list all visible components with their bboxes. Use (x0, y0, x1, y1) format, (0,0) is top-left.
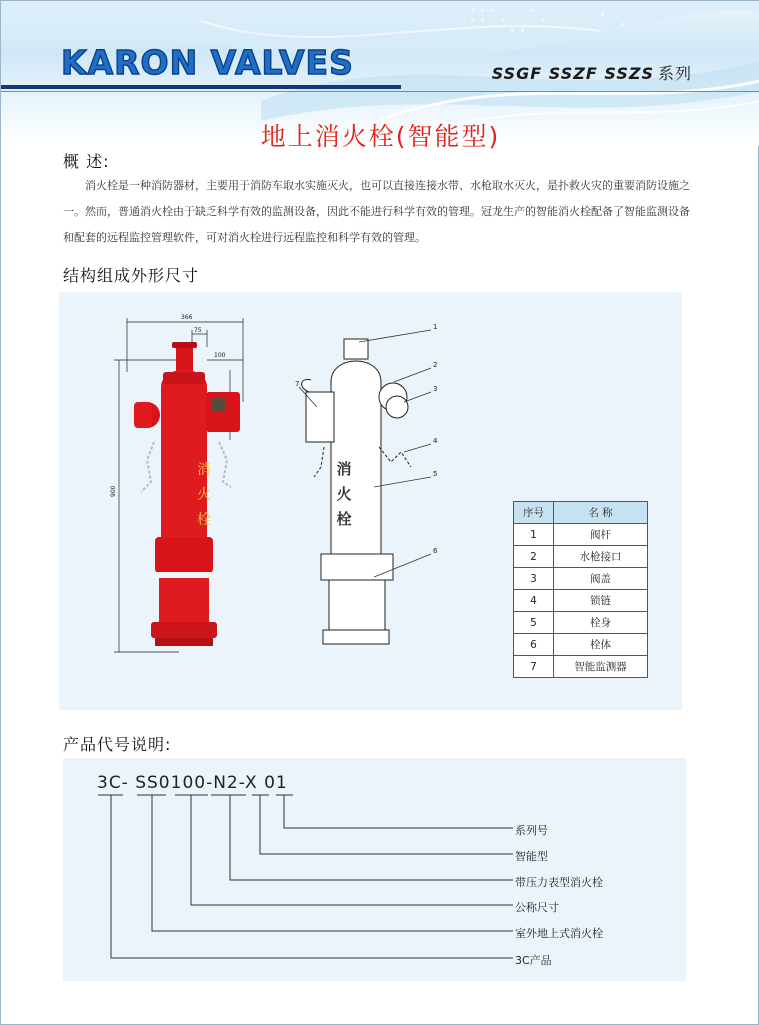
header-rule (1, 85, 401, 89)
part-name: 水枪接口 (554, 546, 648, 568)
part-name: 栓身 (554, 612, 648, 634)
series-suffix: 系列 (657, 64, 692, 83)
red-hydrant-illustration (134, 342, 240, 646)
dim-900: 900 (110, 485, 117, 497)
code-label-smart: 智能型 (515, 850, 548, 863)
code-label-series: 系列号 (515, 824, 548, 837)
code-label-3c: 3C产品 (515, 954, 552, 967)
part-name: 阀杆 (554, 524, 648, 546)
part-number: 1 (514, 524, 554, 546)
structure-heading: 结构组成外形尺寸 (63, 266, 200, 285)
code-label-pressure-gauge: 带压力表型消火栓 (515, 876, 603, 889)
part-name: 阀盖 (554, 568, 648, 590)
parts-table-header (514, 502, 648, 524)
part-number: 7 (514, 656, 554, 678)
table-row (514, 590, 648, 612)
line-hydrant-label-2: 火 (336, 485, 352, 503)
line-hydrant-label-1: 消 (336, 460, 352, 478)
table-row (514, 634, 648, 656)
callout-4: 4 (433, 437, 438, 445)
brand-logo: KARON VALVES (61, 43, 354, 82)
header-rule-thin (1, 91, 759, 92)
line-hydrant-label-3: 栓 (336, 510, 352, 528)
callout-7: 7 (295, 380, 300, 388)
red-hydrant-label-2: 火 (197, 487, 211, 503)
callout-3: 3 (433, 385, 438, 393)
page-title: 地上消火栓(智能型) (260, 122, 501, 151)
part-name: 智能监测器 (554, 656, 648, 678)
callout-1: 1 (433, 323, 438, 331)
red-hydrant-label-3: 栓 (197, 512, 211, 528)
col-number-header: 序号 (514, 502, 554, 524)
red-hydrant-label-1: 消 (197, 462, 211, 478)
part-number: 4 (514, 590, 554, 612)
part-number: 6 (514, 634, 554, 656)
table-row (514, 568, 648, 590)
part-name: 栓体 (554, 634, 648, 656)
part-number: 3 (514, 568, 554, 590)
callout-2: 2 (433, 361, 438, 369)
overview-heading: 概 述: (63, 152, 110, 171)
product-code: 3C- SS0100-N2-X 01 (97, 773, 288, 793)
series-label (492, 61, 692, 84)
part-name: 锁链 (554, 590, 648, 612)
table-row (514, 612, 648, 634)
col-name-header: 名 称 (554, 502, 648, 524)
parts-table (513, 501, 648, 678)
table-row (514, 524, 648, 546)
dim-width: 366 (181, 314, 193, 321)
part-number: 5 (514, 612, 554, 634)
code-label-nominal-size: 公称尺寸 (515, 901, 559, 914)
table-row (514, 656, 648, 678)
dim-100: 100 (214, 352, 226, 359)
series-models: SSGF SSZF SSZS (491, 64, 654, 83)
overview-text: 消火栓是一种消防器材，主要用于消防车取水实施灭火，也可以直接连接水带、水枪取水灭火，是扑救火灾的重要消防设施之一。然而，普通消火栓由于缺乏科学有效的监测设备，因此不能进行科学有效的管理。冠龙生产的智能消火栓配备了智能监测设备和配套的远程监控管理软件，可对消火栓进行远程监控和科学有效的管理。 (63, 179, 690, 244)
code-label-outdoor-hydrant: 室外地上式消火栓 (515, 927, 603, 940)
callout-6: 6 (433, 547, 438, 555)
table-row (514, 546, 648, 568)
code-heading: 产品代号说明: (63, 735, 172, 754)
dim-75: 75 (194, 327, 202, 334)
part-number: 2 (514, 546, 554, 568)
callout-5: 5 (433, 470, 438, 478)
line-hydrant-illustration (302, 339, 411, 644)
